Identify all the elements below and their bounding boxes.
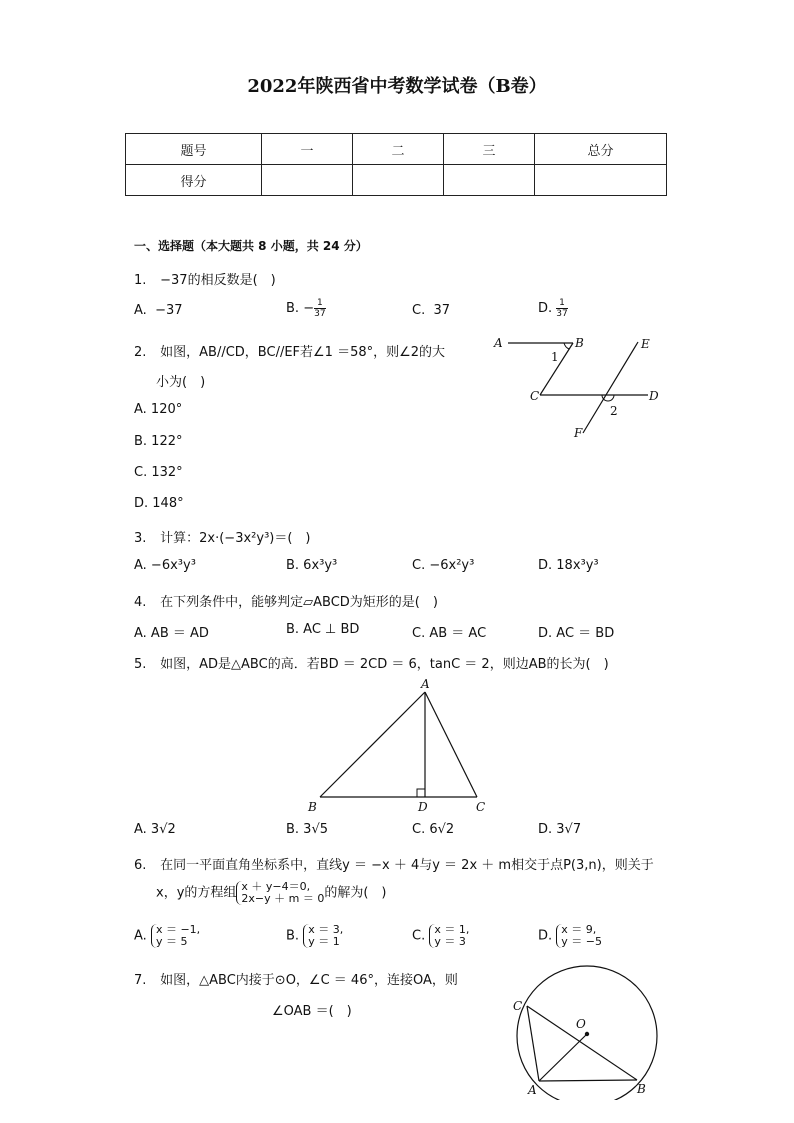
option-a: [134, 924, 200, 948]
question-number: 5.: [134, 657, 147, 672]
table-cell: [353, 165, 444, 196]
fraction: [556, 298, 567, 319]
question-number: 2.: [134, 345, 147, 360]
question-stem: 如图，AB//CD，BC//EF若∠1 ＝58°，则∠2的大: [160, 345, 446, 360]
numerator: 1: [314, 298, 325, 309]
circle-figure: [500, 960, 670, 1100]
table-cell: [444, 165, 535, 196]
table-cell: 一: [262, 134, 353, 165]
option-d: [538, 298, 568, 319]
equation: x ＝ 3,: [308, 923, 344, 936]
label-b: B: [308, 800, 317, 814]
option-c: C. −6x²y³: [412, 558, 475, 573]
table-cell: 二: [353, 134, 444, 165]
label-c: C: [476, 800, 486, 814]
question-5: [134, 653, 609, 672]
option-c: [412, 303, 450, 318]
label-d: D: [649, 389, 659, 403]
stem-text: x，y的方程组: [156, 885, 237, 901]
option-label: B.: [286, 301, 300, 316]
option-a: A. AB ＝ AD: [134, 626, 209, 641]
side-ac: [425, 692, 477, 797]
label-a: A: [494, 336, 503, 350]
table-cell: 题号: [126, 134, 262, 165]
option-label: A.: [134, 928, 147, 944]
option-a: A. −6x³y³: [134, 558, 196, 573]
option-c: C. AB ＝ AC: [412, 626, 487, 641]
question-stem: 计算：2x·(−3x²y³)＝( ): [160, 531, 311, 546]
chord-ca: [527, 1006, 539, 1081]
question-stem: 如图，AD是△ABC的高．若BD ＝ 2CD ＝ 6，tanC ＝ 2，则边AB的长为( ): [160, 657, 609, 672]
option-d: [538, 924, 602, 948]
option-label: C.: [412, 303, 426, 318]
option-text: −37: [155, 303, 183, 318]
denominator: 37: [314, 309, 326, 319]
denominator: 37: [556, 309, 568, 319]
numerator: 1: [556, 298, 567, 309]
question-stem-line2: [156, 881, 386, 905]
question-number: 4.: [134, 595, 147, 610]
label-d: D: [418, 800, 428, 814]
right-angle-mark: [417, 789, 425, 797]
section-heading: 一、选择题（本大题共 8 小题，共 24 分）: [134, 239, 368, 253]
label-b: B: [575, 336, 584, 350]
equation: x ＝ −1,: [155, 923, 201, 936]
equation: x ＝ 1,: [434, 923, 470, 936]
question-stem: 如图，△ABC内接于⊙O，∠C ＝ 46°，连接OA，则: [160, 973, 458, 988]
option-label: A.: [134, 303, 147, 318]
option-label: D.: [538, 301, 553, 316]
question-number: 1.: [134, 273, 147, 288]
option-label: B.: [286, 928, 300, 944]
solution-system: [151, 924, 200, 948]
question-stem-line2: 小为( ): [156, 375, 206, 390]
label-c: C: [513, 999, 523, 1013]
question-2: [134, 341, 445, 360]
equation: x ＝ 9,: [561, 923, 597, 936]
label-2: 2: [610, 404, 618, 418]
side-ab: [320, 692, 425, 797]
equation: y ＝ 1: [308, 935, 340, 948]
option-a: [134, 303, 183, 318]
label-o: O: [576, 1017, 586, 1031]
table-cell: [262, 165, 353, 196]
triangle-abc-figure: [300, 676, 500, 816]
stem-text: 的解为( ): [324, 885, 387, 901]
question-stem: 在同一平面直角坐标系中，直线y ＝ −x ＋ 4与y ＝ 2x ＋ m相交于点P(3,n)，则关于: [160, 858, 654, 873]
label-c: C: [530, 389, 540, 403]
table-cell: [535, 165, 667, 196]
table-cell: 得分: [126, 165, 262, 196]
angle-1-arc: [564, 343, 569, 349]
option-label: C.: [412, 928, 426, 944]
option-a: A. 3√2: [134, 822, 176, 837]
segment-oa: [539, 1034, 587, 1081]
option-label: D.: [538, 928, 553, 944]
question-number: 3.: [134, 531, 147, 546]
equation: y ＝ −5: [561, 935, 603, 948]
table-row: [126, 165, 667, 196]
option-d: D. AC ＝ BD: [538, 626, 615, 641]
equation-system: [236, 881, 324, 905]
option-b: B. 122°: [134, 434, 183, 449]
equation: x ＋ y−4＝0,: [241, 880, 311, 893]
line-ef: [583, 342, 638, 433]
option-d: D. 18x³y³: [538, 558, 599, 573]
solution-system: [556, 924, 602, 948]
chord-ab: [539, 1080, 637, 1081]
label-a: A: [421, 677, 430, 691]
label-f: F: [574, 426, 583, 440]
option-b: B. 3√5: [286, 822, 329, 837]
equation: y ＝ 5: [155, 935, 188, 948]
option-b: B. 6x³y³: [286, 558, 338, 573]
label-1: 1: [551, 350, 559, 364]
option-d: D. 148°: [134, 496, 184, 511]
question-4: [134, 591, 438, 610]
question-number: 6.: [134, 858, 147, 873]
page-title: 2022年陕西省中考数学试卷（B卷）: [247, 76, 547, 97]
question-7: [134, 969, 458, 988]
label-b: B: [637, 1082, 646, 1096]
center-point: [585, 1032, 589, 1036]
option-b: [286, 924, 343, 948]
equation: y ＝ 3: [434, 935, 466, 948]
solution-system: [429, 924, 469, 948]
option-c: [412, 924, 469, 948]
table-cell: 总分: [535, 134, 667, 165]
question-3: [134, 527, 311, 546]
equation: 2x−y ＋ m ＝ 0: [241, 892, 325, 905]
question-number: 7.: [134, 973, 147, 988]
option-b: B. − $\frac{1}{37}$: [286, 298, 326, 319]
question-stem: 在下列条件中，能够判定▱ABCD为矩形的是( ): [160, 595, 438, 610]
label-e: E: [641, 337, 650, 351]
option-c: C. 132°: [134, 465, 183, 480]
option-d: D. 3√7: [538, 822, 582, 837]
parallel-lines-figure: [488, 330, 668, 445]
option-c: C. 6√2: [412, 822, 455, 837]
option-b: B. AC ⊥ BD: [286, 622, 360, 637]
label-a: A: [528, 1083, 537, 1097]
table-row: [126, 134, 667, 165]
score-table: [125, 133, 667, 196]
table-cell: 三: [444, 134, 535, 165]
option-a: A. 120°: [134, 402, 183, 417]
question-6: [134, 854, 654, 873]
solution-system: [303, 924, 343, 948]
question-stem-line2: ∠OAB ＝( ): [272, 1004, 352, 1019]
question-1: [134, 269, 276, 288]
fraction: [314, 298, 325, 319]
question-stem: −37的相反数是( ): [160, 273, 276, 288]
option-text: 37: [433, 303, 451, 318]
